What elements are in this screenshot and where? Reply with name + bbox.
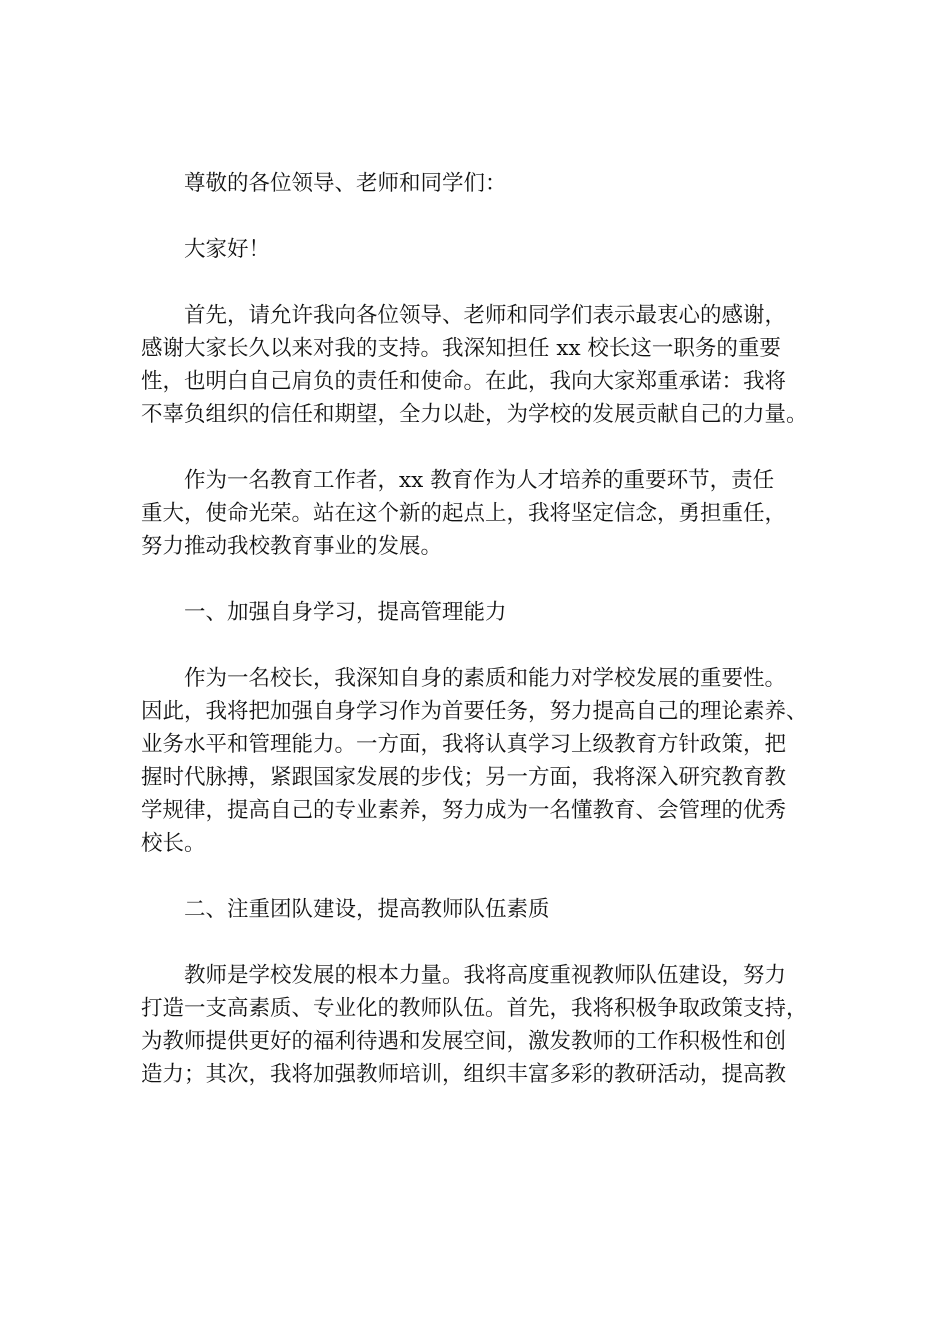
text-line: 学规律，提高自己的专业素养，努力成为一名懂教育、会管理的优秀 bbox=[141, 798, 787, 823]
text-line: 作为一名校长，我深知自身的素质和能力对学校发展的重要性。 bbox=[184, 666, 787, 691]
text-line: 感谢大家长久以来对我的支持。我深知担任 xx 校长这一职务的重要 bbox=[141, 336, 781, 361]
text-line: 造力；其次，我将加强教师培训，组织丰富多彩的教研活动，提高教 bbox=[141, 1062, 787, 1087]
text-line: 打造一支高素质、专业化的教师队伍。首先，我将积极争取政策支持， bbox=[141, 996, 808, 1021]
text-line: 努力推动我校教育事业的发展。 bbox=[141, 534, 443, 559]
paragraph bbox=[141, 662, 825, 860]
text-line: 握时代脉搏，紧跟国家发展的步伐；另一方面，我将深入研究教育教 bbox=[141, 765, 787, 790]
text-line: 业务水平和管理能力。一方面，我将认真学习上级教育方针政策，把 bbox=[141, 732, 787, 757]
text-line: 重大，使命光荣。站在这个新的起点上，我将坚定信念，勇担重任， bbox=[141, 501, 787, 526]
text-line: 一、加强自身学习，提高管理能力 bbox=[184, 600, 507, 625]
paragraph bbox=[141, 299, 825, 431]
paragraph bbox=[141, 893, 825, 926]
text-line: 因此，我将把加强自身学习作为首要任务，努力提高自己的理论素养、 bbox=[141, 699, 808, 724]
document-body bbox=[141, 167, 825, 1124]
paragraph bbox=[141, 167, 825, 200]
text-line: 首先，请允许我向各位领导、老师和同学们表示最衷心的感谢， bbox=[184, 303, 787, 328]
text-line: 不辜负组织的信任和期望，全力以赴，为学校的发展贡献自己的力量。 bbox=[141, 402, 808, 427]
text-line: 校长。 bbox=[141, 831, 206, 856]
text-line: 为教师提供更好的福利待遇和发展空间，激发教师的工作积极性和创 bbox=[141, 1029, 787, 1054]
text-line: 大家好！ bbox=[184, 237, 271, 262]
paragraph bbox=[141, 464, 825, 563]
paragraph bbox=[141, 959, 825, 1091]
text-line: 尊敬的各位领导、老师和同学们： bbox=[184, 171, 507, 196]
paragraph bbox=[141, 233, 825, 266]
text-line: 二、注重团队建设，提高教师队伍素质 bbox=[184, 897, 550, 922]
text-line: 教师是学校发展的根本力量。我将高度重视教师队伍建设，努力 bbox=[184, 963, 787, 988]
paragraph bbox=[141, 596, 825, 629]
text-line: 作为一名教育工作者，xx 教育作为人才培养的重要环节，责任 bbox=[184, 468, 775, 493]
text-line: 性，也明白自己肩负的责任和使命。在此，我向大家郑重承诺：我将 bbox=[141, 369, 787, 394]
